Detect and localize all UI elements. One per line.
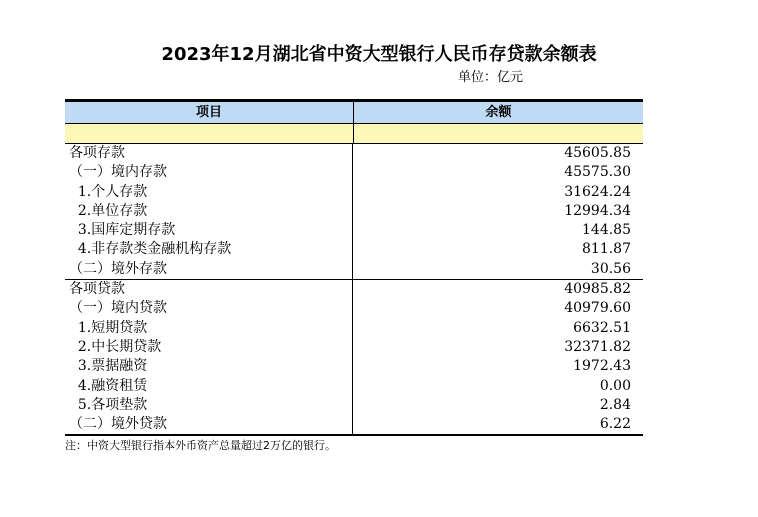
row-value: 144.85 — [582, 222, 631, 239]
row-value: 2.84 — [599, 396, 631, 413]
row-label: （一）境内存款 — [65, 163, 353, 182]
row-label: 2.单位存款 — [65, 202, 353, 221]
row-label: 3.国库定期存款 — [65, 221, 353, 240]
blank-cell — [65, 124, 354, 143]
row-value: 32371.82 — [564, 338, 631, 355]
unit-label: 单位：亿元 — [458, 70, 524, 85]
row-label: 4.非存款类金融机构存款 — [65, 240, 353, 259]
table-row — [65, 240, 643, 259]
row-label: 3.票据融资 — [65, 357, 353, 376]
table-row — [65, 299, 643, 318]
row-value: 6.22 — [599, 416, 631, 433]
table-row — [65, 319, 643, 338]
row-value: 30.56 — [590, 260, 631, 277]
page-title: 2023年12月湖北省中资大型银行人民币存贷款余额表 — [161, 44, 597, 65]
row-label: （二）境外贷款 — [65, 415, 353, 434]
row-label: （二）境外存款 — [65, 260, 353, 279]
row-label: 各项存款 — [65, 144, 353, 163]
balance-table — [65, 99, 643, 436]
table-header-row — [65, 99, 643, 124]
loans-section — [65, 279, 643, 436]
table-row — [65, 280, 643, 299]
blank-cell — [354, 124, 643, 143]
row-value: 6632.51 — [573, 319, 631, 336]
table-row — [65, 163, 643, 182]
row-value: 31624.24 — [564, 183, 631, 200]
row-label: 1.个人存款 — [65, 183, 353, 202]
blank-row — [65, 124, 643, 144]
table-row — [65, 144, 643, 163]
row-value: 40985.82 — [564, 281, 631, 298]
row-label: 4.融资租赁 — [65, 377, 353, 396]
table-row — [65, 396, 643, 415]
row-label: 各项贷款 — [65, 280, 353, 299]
row-value: 1972.43 — [573, 358, 631, 375]
header-item: 项目 — [65, 102, 354, 123]
table-row — [65, 357, 643, 376]
footnote: 注：中资大型银行指本外币资产总量超过2万亿的银行。 — [65, 439, 336, 452]
row-value: 811.87 — [582, 241, 631, 258]
deposits-section — [65, 144, 643, 279]
row-value: 12994.34 — [564, 202, 631, 219]
table-row — [65, 338, 643, 357]
row-value: 0.00 — [599, 377, 631, 394]
row-label: 1.短期贷款 — [65, 319, 353, 338]
row-value: 45575.30 — [564, 164, 631, 181]
row-label: （一）境内贷款 — [65, 299, 353, 318]
header-amount: 余额 — [485, 105, 512, 120]
table-row — [65, 377, 643, 396]
table-row — [65, 202, 643, 221]
table-row — [65, 260, 643, 279]
row-value: 40979.60 — [564, 300, 631, 317]
row-value: 45605.85 — [564, 145, 631, 161]
table-row — [65, 415, 643, 434]
row-label: 5.各项垫款 — [65, 396, 353, 415]
table-row — [65, 221, 643, 240]
row-label: 2.中长期贷款 — [65, 338, 353, 357]
table-row — [65, 183, 643, 202]
